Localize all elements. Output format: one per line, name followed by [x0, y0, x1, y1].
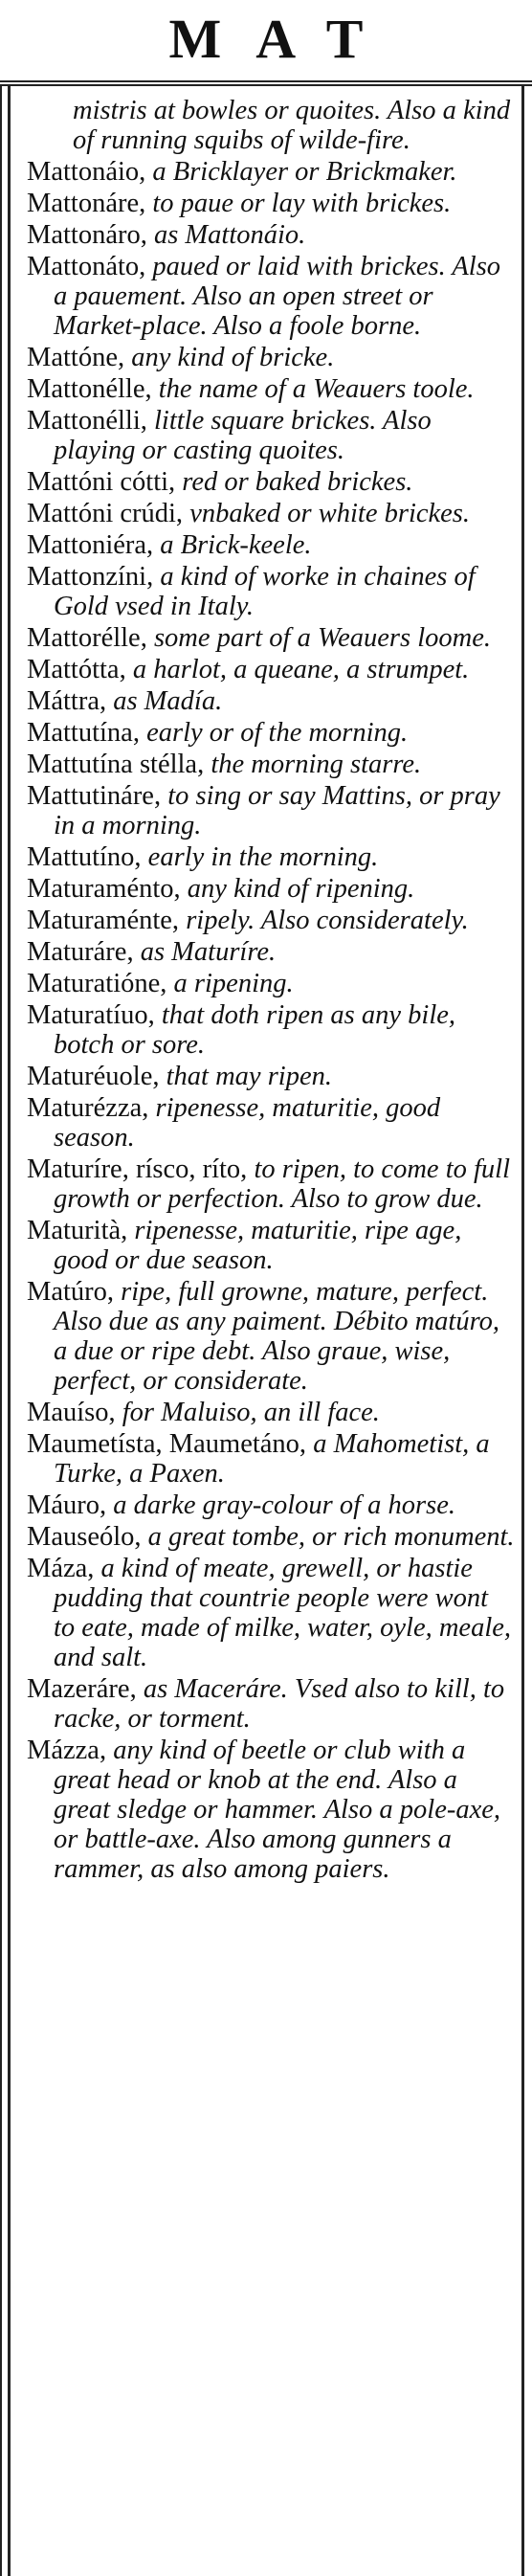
page-header — [0, 0, 532, 86]
headword: Máza, — [27, 1554, 101, 1583]
column-rule-right — [521, 86, 524, 2576]
dictionary-entry — [27, 937, 515, 967]
headword: Mattonélli, — [27, 406, 154, 436]
headword: Maturézza, — [27, 1093, 156, 1123]
dictionary-entry — [27, 718, 515, 748]
headword: Maturaménte, — [27, 906, 187, 935]
column-rule-left — [8, 86, 11, 2576]
definition: to ripen, to come to full growth or perfection. Also to grow due. — [54, 1154, 510, 1214]
column-rule-outer-left — [0, 86, 2, 2576]
headword: Maumetísta, Maumetáno, — [27, 1429, 314, 1459]
headword: Maturéuole, — [27, 1062, 166, 1091]
definition: ripe, full growne, mature, perfect. Also due as any paiment. Débito matúro, a due or ripe debt. Also graue, wise, perfect, or considerate. — [54, 1277, 499, 1396]
headword: Mauíso, — [27, 1398, 122, 1427]
dictionary-entry — [27, 562, 515, 621]
headword: Maturatióne, — [27, 969, 174, 998]
definition: ripenesse, maturitie, ripe age, good or due season. — [54, 1216, 462, 1275]
headword: Mattutíno, — [27, 842, 148, 872]
dictionary-entry — [27, 1398, 515, 1427]
headword: Mattonáro, — [27, 220, 154, 250]
definition: ripenesse, maturitie, good season. — [54, 1093, 441, 1153]
definition: a ripening. — [173, 969, 294, 998]
definition: to paue or lay with brickes. — [152, 189, 452, 218]
definition: any kind of ripening. — [187, 874, 415, 904]
dictionary-entry — [27, 343, 515, 372]
definition: vnbaked or white brickes. — [189, 499, 471, 528]
dictionary-column — [27, 96, 515, 1886]
headword: Mázza, — [27, 1736, 114, 1765]
definition: mistris at bowles or quoites. Also a kind of running squibs of wilde-fire. — [73, 96, 511, 155]
headword: Mattutína, — [27, 718, 147, 748]
headword: Mattonélle, — [27, 374, 159, 404]
dictionary-entry — [27, 1093, 515, 1153]
dictionary-entry — [27, 96, 515, 155]
headword: Mattótta, — [27, 655, 133, 684]
definition: ripely. Also considerately. — [186, 906, 469, 935]
definition: the morning starre. — [211, 750, 422, 779]
headword: Maturáre, — [27, 937, 141, 967]
dictionary-entry — [27, 1429, 515, 1489]
definition: that doth ripen as any bile, botch or sore. — [54, 1000, 456, 1060]
dictionary-entry — [27, 1277, 515, 1396]
dictionary-entry — [27, 252, 515, 341]
dictionary-entry — [27, 1216, 515, 1275]
headword: Matúro, — [27, 1277, 122, 1307]
dictionary-entry — [27, 686, 515, 716]
dictionary-entry — [27, 623, 515, 653]
dictionary-entry — [27, 1000, 515, 1060]
headword: Mattóni crúdi, — [27, 499, 190, 528]
definition: a harlot, a queane, a strumpet. — [132, 655, 470, 684]
headword: Mattutináre, — [27, 781, 168, 811]
headword: Mattutína stélla, — [27, 750, 211, 779]
dictionary-entry — [27, 374, 515, 404]
definition: some part of a Weauers loome. — [153, 623, 491, 653]
dictionary-entry — [27, 406, 515, 465]
running-head: MAT — [168, 8, 398, 70]
definition: as Maceráre. Vsed also to kill, to racke, or torment. — [54, 1674, 505, 1734]
headword: Maturatíuo, — [27, 1000, 162, 1030]
headword: Mattonáre, — [27, 189, 153, 218]
dictionary-entry — [27, 655, 515, 684]
definition: any kind of bricke. — [131, 343, 335, 372]
headword: Mattóni cótti, — [27, 467, 183, 497]
definition: little square brickes. Also playing or casting quoites. — [54, 406, 432, 465]
definition: any kind of beetle or club with a great head or knob at the end. Also a great sledge or hammer. Also a pole-axe, or battle-axe. Also among gunners a rammer, as also among paiers. — [54, 1736, 501, 1884]
definition: as Mattonáio. — [153, 220, 306, 250]
headword: Máttra, — [27, 686, 114, 716]
headword: Mattonáto, — [27, 252, 153, 281]
definition: the name of a Weauers toole. — [158, 374, 475, 404]
dictionary-entry — [27, 1736, 515, 1884]
dictionary-entry — [27, 1154, 515, 1214]
definition: a kind of worke in chaines of Gold vsed in Italy. — [54, 562, 476, 621]
header-rule — [0, 80, 532, 86]
dictionary-entry — [27, 1490, 515, 1520]
dictionary-entry — [27, 220, 515, 250]
headword: Mattonzíni, — [27, 562, 161, 592]
headword: Maturità, — [27, 1216, 135, 1245]
definition: early or of the morning. — [146, 718, 409, 748]
definition: a Bricklayer or Brickmaker. — [152, 157, 457, 187]
dictionary-entry — [27, 969, 515, 998]
headword: Máuro, — [27, 1490, 114, 1520]
definition: as Maturíre. — [140, 937, 277, 967]
dictionary-entry — [27, 157, 515, 187]
dictionary-entry — [27, 750, 515, 779]
dictionary-entry — [27, 467, 515, 497]
dictionary-entry — [27, 189, 515, 218]
headword: Mattorélle, — [27, 623, 154, 653]
dictionary-entry — [27, 842, 515, 872]
dictionary-entry — [27, 906, 515, 935]
dictionary-entry — [27, 1674, 515, 1734]
dictionary-entry — [27, 499, 515, 528]
definition: a darke gray-colour of a horse. — [113, 1490, 456, 1520]
dictionary-entry — [27, 781, 515, 840]
definition: a Brick-keele. — [160, 530, 312, 560]
definition: early in the morning. — [147, 842, 379, 872]
headword: Mattoniéra, — [27, 530, 161, 560]
dictionary-entry — [27, 1522, 515, 1552]
dictionary-entry — [27, 530, 515, 560]
headword: Mazeráre, — [27, 1674, 144, 1704]
dictionary-entry — [27, 874, 515, 904]
dictionary-entry — [27, 1062, 515, 1091]
definition: as Madía. — [113, 686, 223, 716]
definition: a kind of meate, grewell, or hastie pudding that countrie people were wont to eate, made of milke, water, oyle, meale, and salt. — [54, 1554, 512, 1672]
definition: that may ripen. — [166, 1062, 332, 1091]
headword: Maturíre, rísco, ríto, — [27, 1154, 255, 1184]
definition: paued or laid with brickes. Also a pauement. Also an open street or Market-place. Also a foole borne. — [54, 252, 501, 341]
definition: to sing or say Mattins, or pray in a morning. — [54, 781, 500, 840]
dictionary-entry — [27, 1554, 515, 1672]
headword: Maturaménto, — [27, 874, 188, 904]
headword: Mattóne, — [27, 343, 132, 372]
headword: Mauseólo, — [27, 1522, 148, 1552]
definition: red or baked brickes. — [182, 467, 413, 497]
definition: for Maluiso, an ill face. — [122, 1398, 380, 1427]
definition: a great tombe, or rich monument. — [147, 1522, 515, 1552]
definition: a Mahometist, a Turke, a Paxen. — [54, 1429, 490, 1489]
headword: Mattonáio, — [27, 157, 153, 187]
